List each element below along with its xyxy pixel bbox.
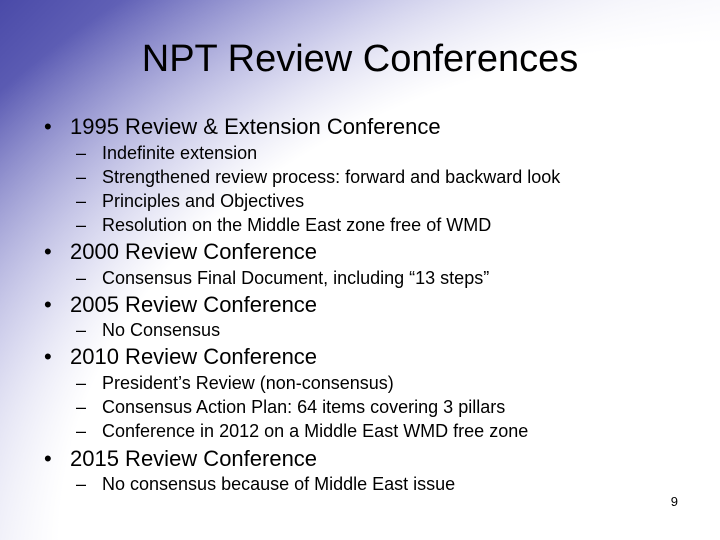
bullet-text: 1995 Review & Extension Conference [70, 114, 441, 139]
bullet-mark: • [44, 292, 52, 317]
sub-item [76, 267, 489, 289]
bullet-1995 [44, 114, 441, 140]
sub-item [76, 142, 257, 164]
sub-item-text: Indefinite extension [102, 143, 258, 163]
sub-item-text: President’s Review (non-consensus) [102, 373, 394, 393]
sub-item-text: Principles and Objectives [102, 191, 305, 211]
sub-item [76, 214, 491, 236]
bullet-2010 [44, 344, 317, 370]
sub-item [76, 396, 505, 418]
bullet-text: 2005 Review Conference [70, 292, 318, 317]
dash-mark: – [76, 421, 87, 441]
sub-item-text: Resolution on the Middle East zone free of WMD [102, 215, 492, 235]
sub-item-text: No Consensus [102, 320, 221, 340]
bullet-2000 [44, 239, 317, 265]
sub-item-text: Strengthened review process: forward and backward look [102, 167, 561, 187]
dash-mark: – [76, 215, 87, 235]
dash-mark: – [76, 191, 87, 211]
bullet-text: 2000 Review Conference [70, 239, 318, 264]
bullet-2005 [44, 292, 317, 318]
sub-item [76, 190, 304, 212]
bullet-text: 2010 Review Conference [70, 344, 318, 369]
sub-item [76, 166, 560, 188]
bullet-mark: • [44, 239, 52, 264]
page-number: 9 [670, 494, 678, 509]
bullet-mark: • [44, 114, 52, 139]
sub-item [76, 420, 528, 442]
bullet-2015 [44, 446, 317, 472]
sub-item-text: Consensus Final Document, including “13 steps” [102, 268, 490, 288]
sub-item [76, 319, 220, 341]
dash-mark: – [76, 167, 87, 187]
sub-item-text: Consensus Action Plan: 64 items covering 3 pillars [102, 397, 506, 417]
dash-mark: – [76, 474, 87, 494]
slide-title: NPT Review Conferences [141, 38, 579, 80]
bullet-mark: • [44, 344, 52, 369]
bullet-text: 2015 Review Conference [70, 446, 318, 471]
sub-item-text: Conference in 2012 on a Middle East WMD free zone [102, 421, 529, 441]
sub-item [76, 372, 394, 394]
dash-mark: – [76, 143, 87, 163]
sub-item-text: No consensus because of Middle East issue [102, 474, 456, 494]
dash-mark: – [76, 320, 87, 340]
dash-mark: – [76, 397, 87, 417]
bullet-mark: • [44, 446, 52, 471]
dash-mark: – [76, 373, 87, 393]
sub-item [76, 473, 455, 495]
dash-mark: – [76, 268, 87, 288]
